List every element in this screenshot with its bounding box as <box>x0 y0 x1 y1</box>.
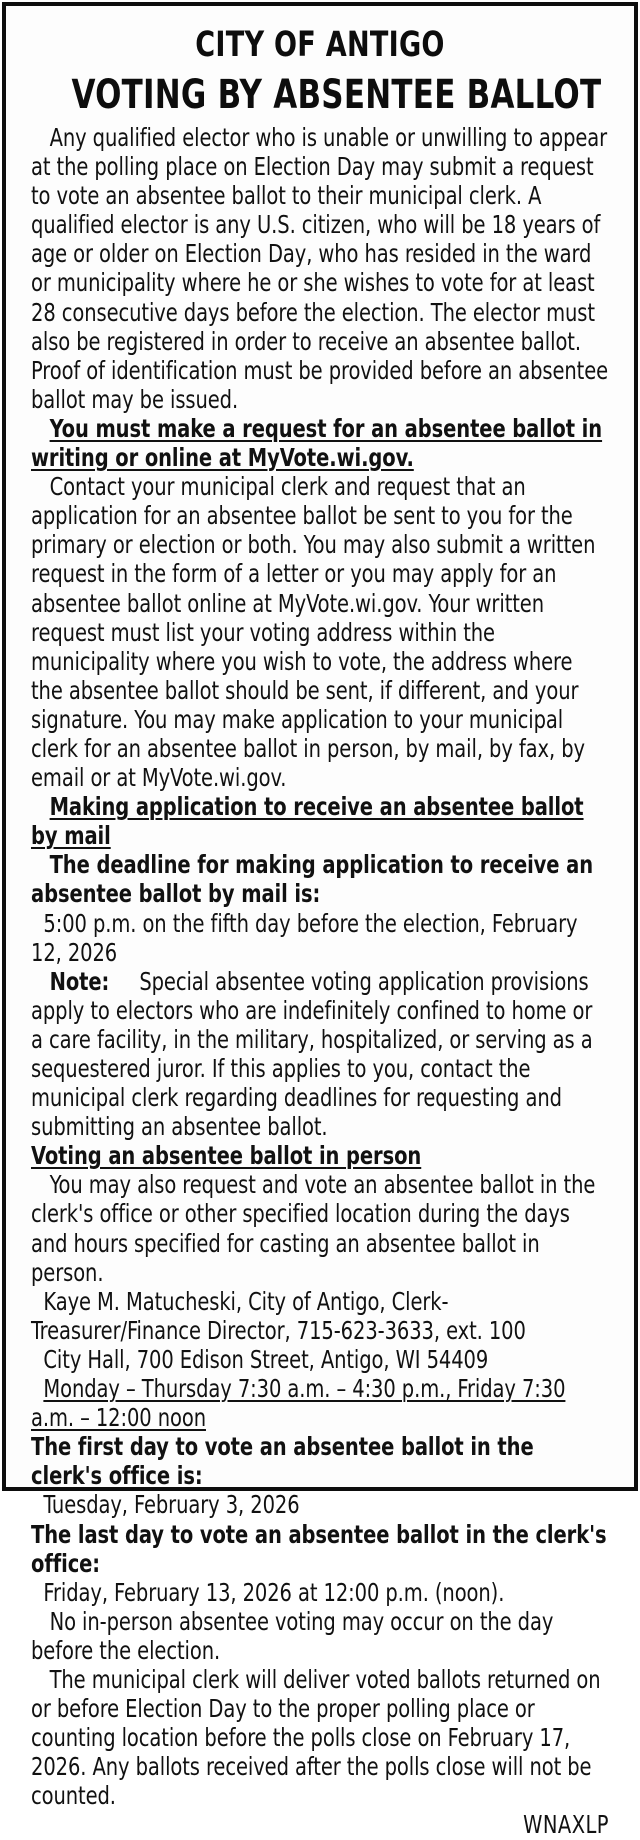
heading-first-day <box>31 1432 609 1490</box>
paragraph-in-person: You may also request and vote an absentee ballot in the clerk's office or other specified location during the days and hours specified for casting an absentee ballot in person. <box>31 1170 596 1287</box>
title-city-of-antigo: CITY OF ANTIGO <box>195 25 445 65</box>
title-voting-by-absentee-ballot: VOTING BY ABSENTEE BALLOT <box>71 72 602 118</box>
notice-title-block <box>31 25 609 118</box>
heading-mail-application-text: Making application to receive an absentee ballot by mail <box>31 792 584 851</box>
heading-mail-application <box>31 792 609 850</box>
heading-last-day <box>31 1520 609 1578</box>
note-label: Note: <box>49 966 110 996</box>
paragraph-intro: Any qualified elector who is unable or unwilling to appear at the polling place on Election Day may submit a request to vote an absentee ballot to their municipal clerk. A qualified elector is any U.S. citizen, who will be 18 years of age or older on Election Day, who has resided in the ward or municipality where he or she wishes to vote for at least 28 consecutive days before the election. The elector must also be registered in order to receive an absentee ballot. Proof of identification must be provided before an absentee ballot may be issued. <box>31 123 609 414</box>
note-body-text: Special absentee voting application provisions apply to electors who are indefinitely confined to home or a care facility, in the military, hospitalized, or serving as a sequestered juror. If this applies to you, contact the municipal clerk regarding deadlines for requesting and submitting an absentee ballot. <box>31 966 593 1142</box>
clerk-office-hours-text: Monday – Thursday 7:30 a.m. – 4:30 p.m., Friday 7:30 a.m. – 12:00 noon <box>31 1374 566 1433</box>
heading-mail-deadline-text: The deadline for making application to receive an absentee ballot by mail is: <box>31 850 594 909</box>
heading-vote-in-person <box>31 1141 609 1170</box>
wnaxlp-marker: WNAXLP <box>523 1810 610 1840</box>
value-last-day: Friday, February 13, 2026 at 12:00 p.m. (noon). <box>43 1577 505 1607</box>
heading-vote-in-person-text: Voting an absentee ballot in person <box>31 1141 422 1171</box>
clerk-name-and-phone: Kaye M. Matucheski, City of Antigo, Clerk-Treasurer/Finance Director, 715-623-3633, ext. 100 <box>31 1286 526 1345</box>
paragraph-ballot-delivery: The municipal clerk will deliver voted ballots returned on or before Election Day to the proper polling place or counting location before the polls close on February 17, 2026. Any ballots received after the polls close will not be counted. <box>31 1664 601 1811</box>
paragraph-no-in-person-day-before: No in-person absentee voting may occur on the day before the election. <box>31 1606 554 1665</box>
value-first-day: Tuesday, February 3, 2026 <box>43 1490 300 1520</box>
paragraph-note <box>31 967 609 1142</box>
clerk-address: City Hall, 700 Edison Street, Antigo, WI 54409 <box>43 1344 489 1374</box>
heading-request-in-writing <box>31 414 609 472</box>
heading-last-day-text: The last day to vote an absentee ballot in the clerk's office: <box>31 1519 607 1578</box>
heading-first-day-text: The first day to vote an absentee ballot in the clerk's office is: <box>31 1432 534 1491</box>
clerk-office-hours <box>31 1374 609 1432</box>
value-mail-deadline: 5:00 p.m. on the fifth day before the election, February 12, 2026 <box>31 908 578 967</box>
heading-mail-deadline <box>31 850 609 908</box>
paragraph-contact-clerk: Contact your municipal clerk and request that an application for an absentee ballot be sent to you for the primary or election or both. You may also submit a written request in the form of a letter or you may apply for an absentee ballot online at MyVote.wi.gov. Your written request must list your voting address within the municipality where you wish to vote, the address where the absentee ballot should be sent, if different, and your signature. You may make application to your municipal clerk for an absentee ballot in person, by mail, by fax, by email or at MyVote.wi.gov. <box>31 472 596 793</box>
notice-body <box>31 123 609 1840</box>
notice-border-frame <box>2 2 638 1840</box>
heading-request-in-writing-text: You must make a request for an absentee ballot in writing or online at MyVote.wi.gov. <box>31 413 603 473</box>
